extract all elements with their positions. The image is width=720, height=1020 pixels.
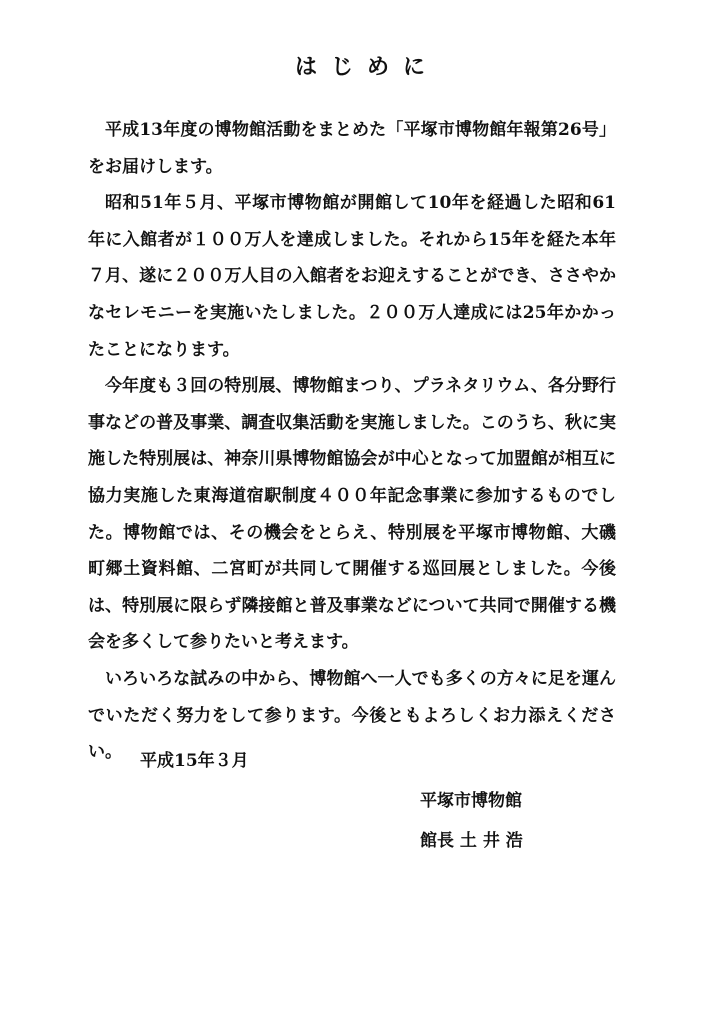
organization-name: 平塚市博物館 [420,791,522,811]
paragraph-3: 今年度も３回の特別展、博物館まつり、プラネタリウム、各分野行事などの普及事業、調査収集活動を実施しました。このうち、秋に実施した特別展は、神奈川県博物館協会が中心となって加盟館が相互に協力実施した東海道宿駅制度４００年記念事業に参加するものでした。博物館では、その機会をとらえ、特別展を平塚市博物館、大磯町郷土資料館、二宮町が共同して開催する巡回展としました。今後は、特別展に限らず隣接館と普及事業などについて共同で開催する機会を多くして参りたいと考えます。 [88,376,616,653]
signer-name: 館長 土 井 浩 [420,831,523,851]
paragraph-4: いろいろな試みの中から、博物館へ一人でも多くの方々に足を運んでいただく努力をして参ります。今後ともよろしくお力添えください。 [88,668,616,763]
page-title: はじめに [294,54,439,80]
paragraph-2: 昭和51年５月、平塚市博物館が開館して10年を経過した昭和61年に入館者が１００万人を達成しました。それから15年を経た本年７月、遂に２００万人目の入館者をお迎えすることができ、ささやかなセレモニーを実施いたしました。２００万人達成には25年かかったことになります。 [88,193,616,360]
document-date: 平成15年３月 [140,751,249,771]
paragraph-1: 平成13年度の博物館活動をまとめた「平塚市博物館年報第26号」をお届けします。 [88,120,616,177]
document-body [88,112,616,771]
